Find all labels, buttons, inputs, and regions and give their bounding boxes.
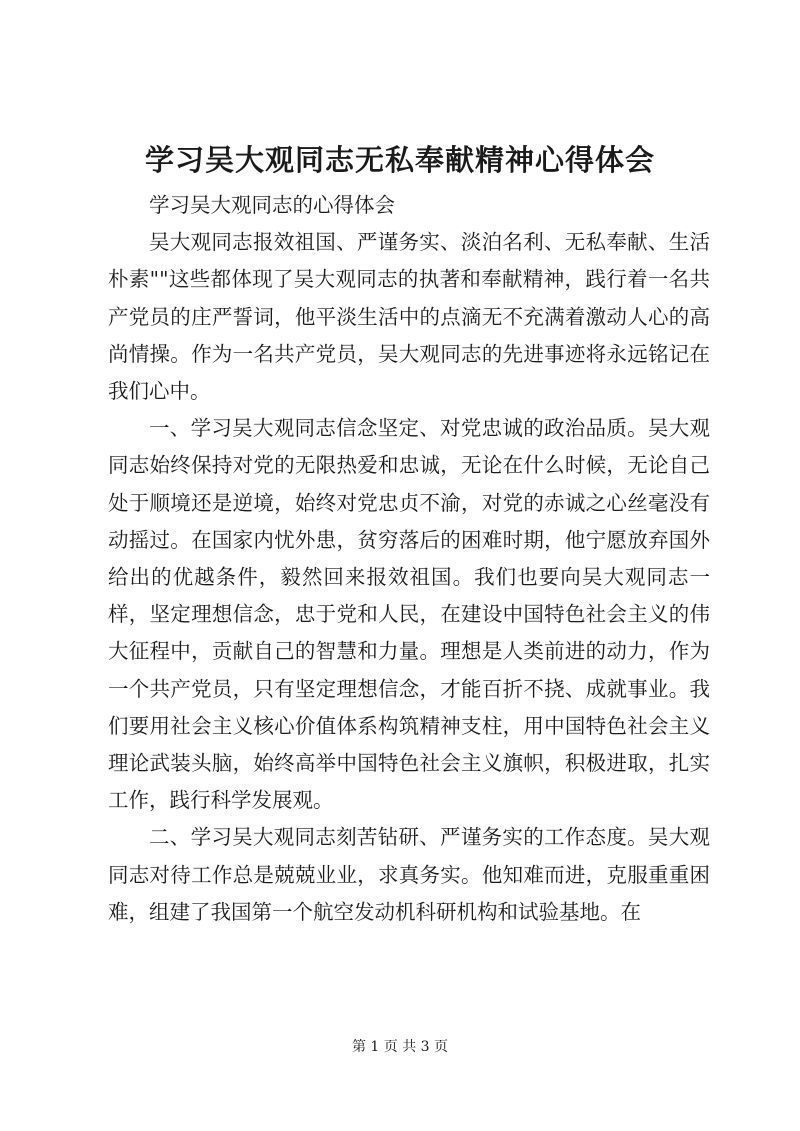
section-one-paragraph: 一、学习吴大观同志信念坚定、对党忠诚的政治品质。吴大观同志始终保持对党的无限热爱和忠诚，无论在什么时候，无论自己处于顺境还是逆境，始终对党忠贞不渝，对党的赤诚之心丝毫没有动摇过。在国家内忧外患，贫穷落后的困难时期，他宁愿放弃国外给出的优越条件，毅然回来报效祖国。我们也要向吴大观同志一样，坚定理想信念，忠于党和人民，在建设中国特色社会主义的伟大征程中，贡献自己的智慧和力量。理想是人类前进的动力，作为一个共产党员，只有坚定理想信念，才能百折不挠、成就事业。我们要用社会主义核心价值体系构筑精神支柱，用中国特色社会主义理论武装头脑，始终高举中国特色社会主义旗帜，积极进取，扎实工作，践行科学发展观。 <box>108 416 710 813</box>
intro-paragraph: 吴大观同志报效祖国、严谨务实、淡泊名利、无私奉献、生活朴素""这些都体现了吴大观同志的执著和奉献精神，践行着一名共产党员的庄严誓词，他平淡生活中的点滴无不充满着激动人心的高尚情操。作为一名共产党员，吴大观同志的先进事迹将永远铭记在我们心中。 <box>108 230 710 404</box>
document-title: 学习吴大观同志无私奉献精神心得体会 <box>144 143 655 177</box>
subtitle-paragraph: 学习吴大观同志的心得体会 <box>149 193 395 217</box>
page-number-footer: 第 1 页 共 3 页 <box>351 1039 449 1055</box>
section-two-paragraph: 二、学习吴大观同志刻苦钻研、严谨务实的工作态度。吴大观同志对待工作总是兢兢业业，求真务实。他知难而进，克服重重困难，组建了我国第一个航空发动机科研机构和试验基地。在 <box>108 825 710 924</box>
document-body <box>108 187 710 931</box>
